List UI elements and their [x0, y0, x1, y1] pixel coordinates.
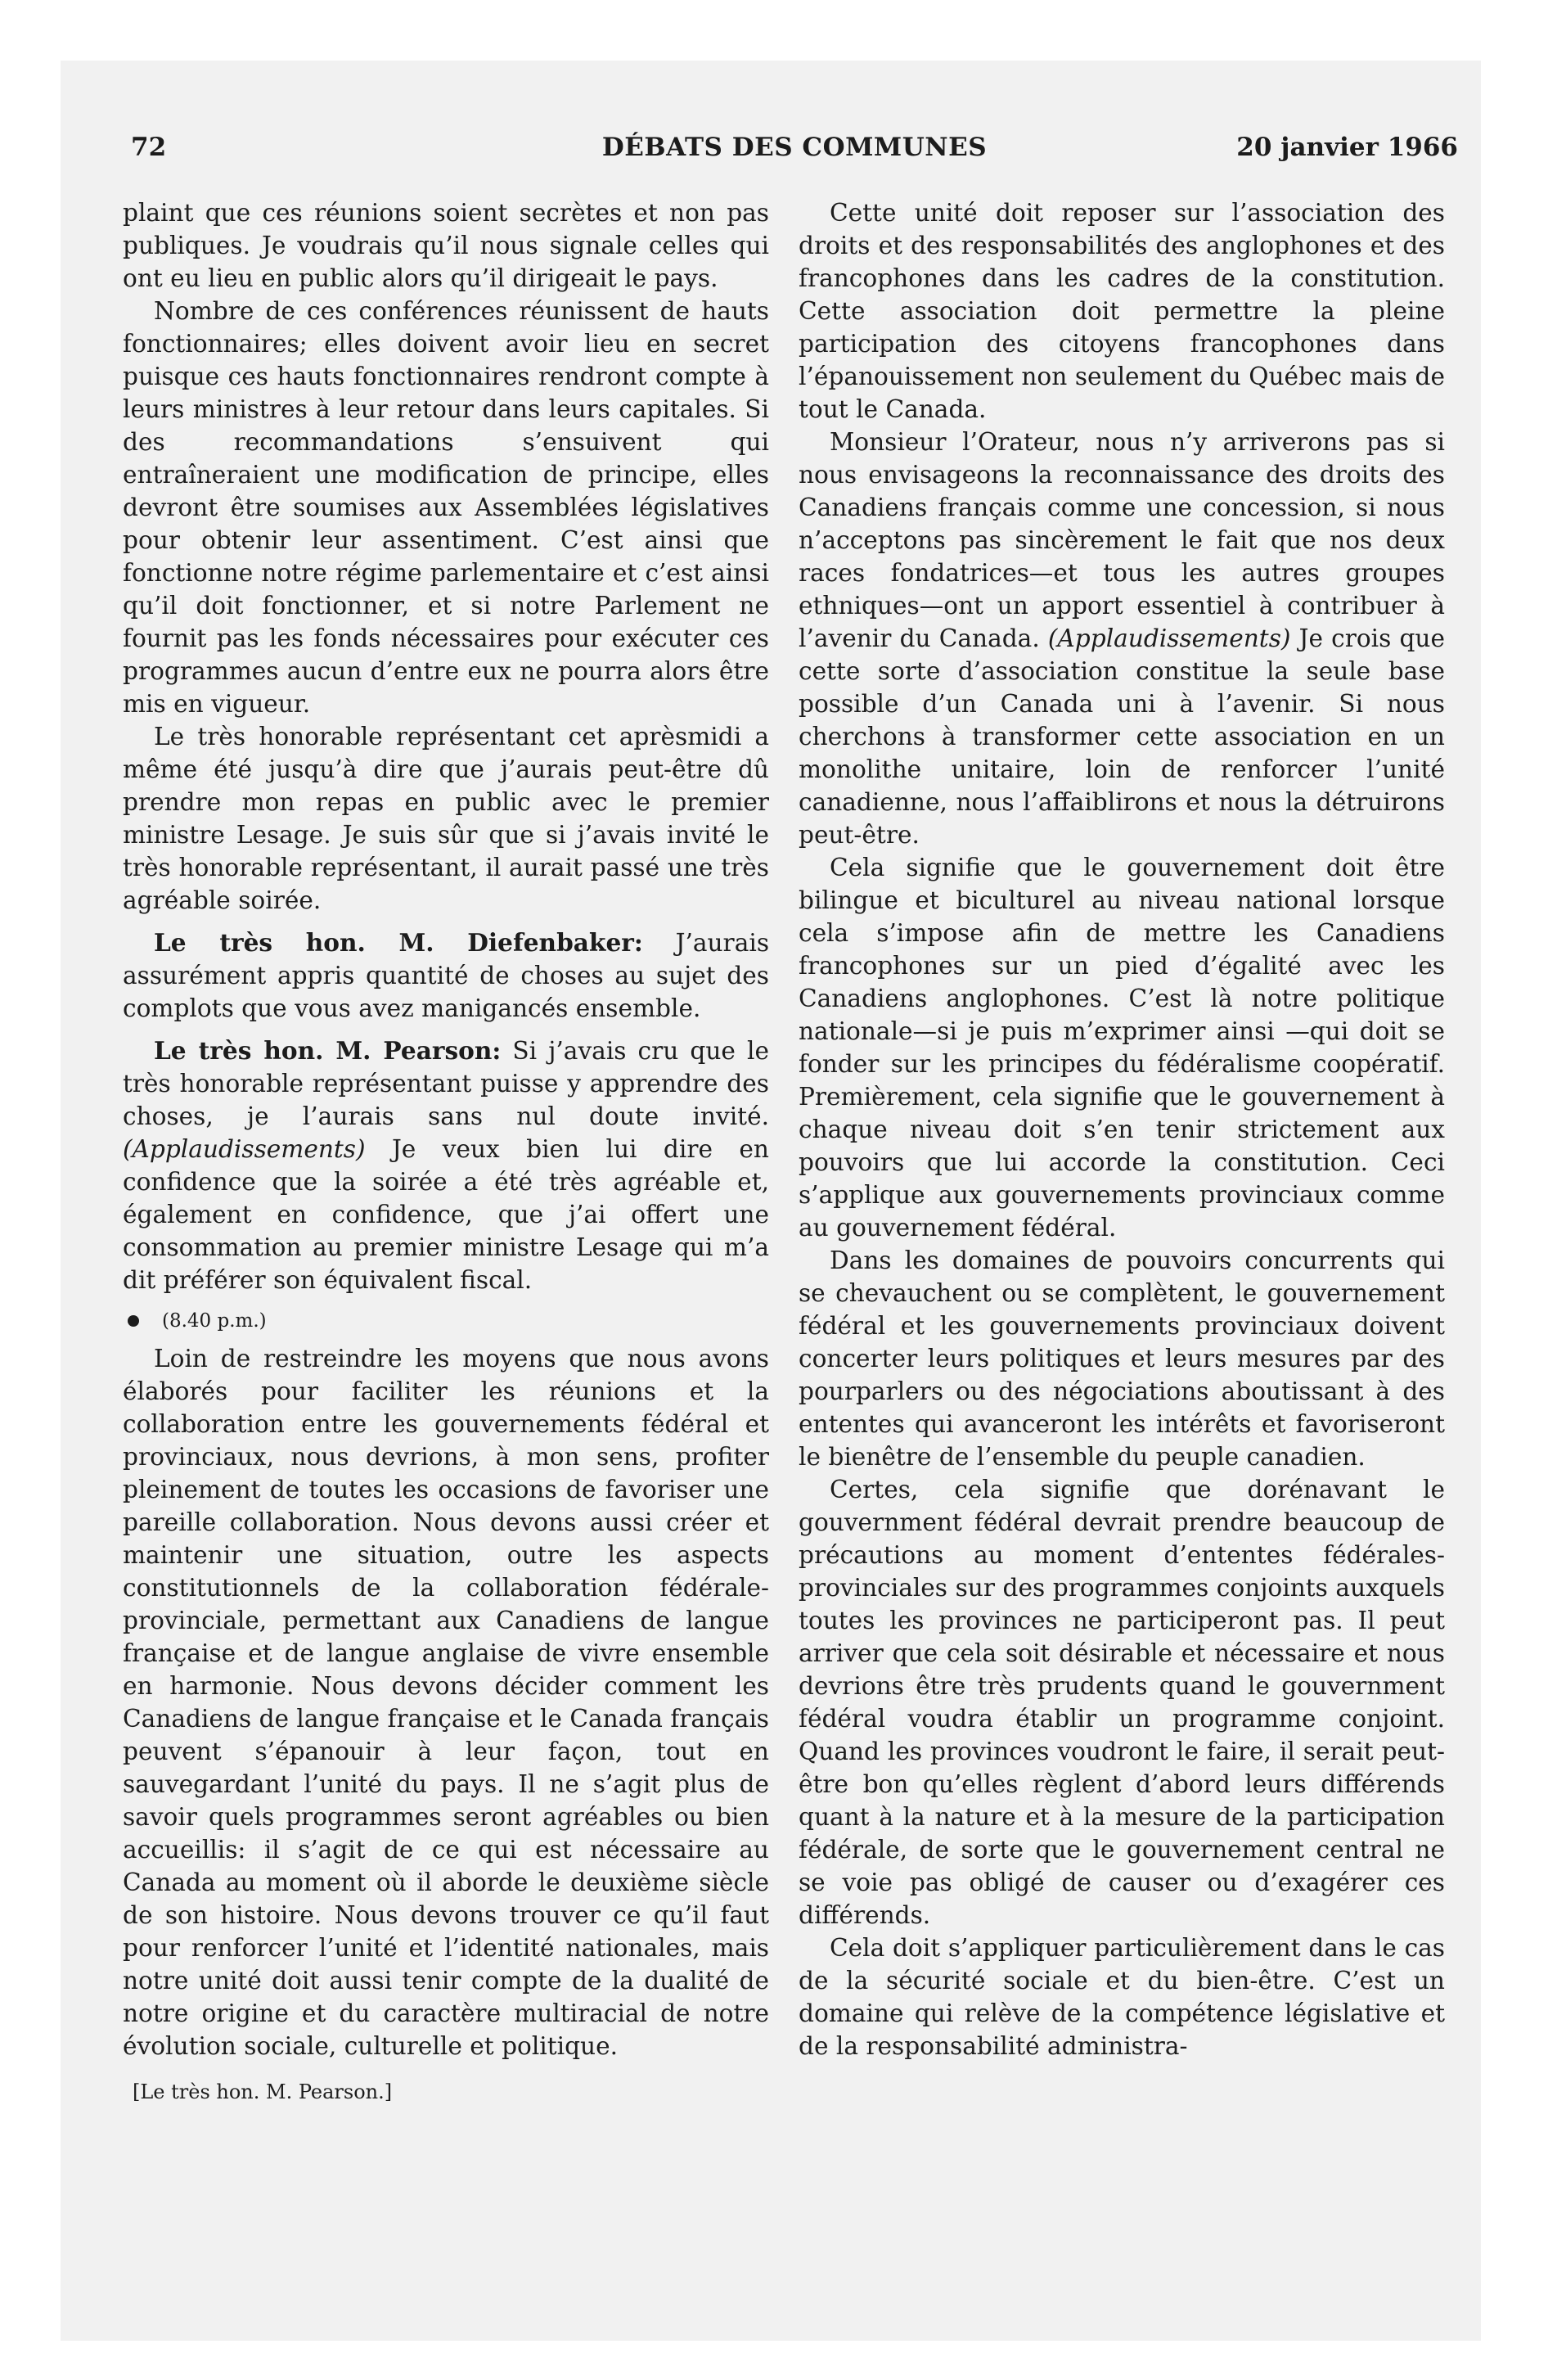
right-column	[799, 196, 1445, 2062]
paragraph: Cette unité doit reposer sur l’association des droits et des responsabilités des anglophones et des francophones dans les cadres de la constitution. Cette association doit permettre la pleine participation des citoyens francophones dans l’épanouissement non seulement du Québec mais de tout le Canada.	[799, 199, 1445, 423]
paragraph: Dans les domaines de pouvoirs concurrents qui se chevauchent ou se complètent, le gouvernement fédéral et les gouvernements provinciaux doivent concerter leurs politiques et leurs mesures par des pourparlers ou des négociations aboutissant à des ententes qui avanceront les intérêts et favoriseront le bienêtre de l’ensemble du peuple canadien.	[799, 1246, 1445, 1471]
speech-paragraph	[123, 926, 769, 1025]
speech-text: Si j’avais cru que le très honorable représentant puisse y apprendre des choses, je l’aurais sans nul doute invité.	[123, 1037, 769, 1130]
speaker-name: Le très hon. M. Diefenbaker:	[154, 928, 643, 957]
paragraph: Certes, cela signifie que dorénavant le gouvernment fédéral devrait prendre beaucoup de précautions au moment d’ententes fédérales-provinciales sur des programmes conjoints auxquels toutes les provinces ne participeront pas. Il peut arriver que cela soit désirable et nécessaire et nous devrions être très prudents quand le gouvernment fédéral voudra établir un programme conjoint. Quand les provinces voudront le faire, il serait peut-être bon qu’elles règlent d’abord leurs différends quant à la nature et à la mesure de la participation fédérale, de sorte que le gouvernement central ne se voie pas obligé de causer ou d’exagérer ces différends.	[799, 1476, 1445, 1929]
paragraph: Le très honorable représentant cet aprèsmidi a même été jusqu’à dire que j’aurais peut-être dû prendre mon repas en public avec le premier ministre Lesage. Je suis sûr que si j’avais invité le très honorable représentant, il aurait passé une très agréable soirée.	[123, 723, 769, 914]
paragraph	[799, 426, 1445, 851]
applause-note: (Applaudissements)	[1047, 624, 1291, 652]
left-column	[123, 196, 769, 2108]
running-footer: [Le très hon. M. Pearson.]	[133, 2080, 393, 2103]
page-date: 20 janvier 1966	[1236, 133, 1458, 162]
applause-note: (Applaudissements)	[123, 1135, 366, 1163]
paragraph: Nombre de ces conférences réunissent de hauts fonctionnaires; elles doivent avoir lieu en secret puisque ces hauts fonctionnaires rendront compte à leurs ministres à leur retour dans leurs capitales. Si des recommandations s’ensuivent qui entraîneraient une modification de principe, elles devront être soumises aux Assemblées législatives pour obtenir leur assentiment. C’est ainsi que fonctionne notre régime parlementaire et c’est ainsi qu’il doit fonctionner, et si notre Parlement ne fournit pas les fonds nécessaires pour exécuter ces programmes aucun d’entre eux ne pourra alors être mis en vigueur.	[123, 297, 769, 718]
speech-text: Je veux bien lui dire en confidence que la soirée a été très agréable et, également en confidence, que j’ai offert une consommation au premier ministre Lesage qui m’a dit préférer son équivalent fiscal.	[123, 1135, 769, 1294]
page-header	[131, 133, 1458, 172]
time-text: (8.40 p.m.)	[162, 1310, 267, 1332]
paragraph: plaint que ces réunions soient secrètes et non pas publiques. Je voudrais qu’il nous signale celles qui ont eu lieu en public alors qu’il dirigeait le pays.	[123, 199, 769, 292]
paragraph: Cela doit s’appliquer particulièrement dans le cas de la sécurité sociale et du bien-être. C’est un domaine qui relève de la compétence législative et de la responsabilité administra-	[799, 1934, 1445, 2060]
publication-title: DÉBATS DES COMMUNES	[601, 133, 988, 162]
speech-text: J’aurais assurément appris quantité de choses au sujet des complots que vous avez manigancés ensemble.	[123, 929, 770, 1022]
paragraph-text: Je crois que cette sorte d’association constitue la seule base possible d’un Canada uni à l’avenir. Si nous cherchons à transformer cette association en un monolithe unitaire, loin de renforcer l’unité canadienne, nous l’affaiblirons et nous la détruirons peut-être.	[799, 624, 1445, 849]
time-marker	[123, 1305, 769, 1337]
speech-paragraph	[123, 1034, 769, 1296]
bullet-icon	[128, 1315, 139, 1327]
paragraph: Loin de restreindre les moyens que nous avons élaborés pour faciliter les réunions et la collaboration entre les gouvernements fédéral et provinciaux, nous devrions, à mon sens, profiter pleinement de toutes les occasions de favoriser une pareille collaboration. Nous devons aussi créer et maintenir une situation, outre les aspects constitutionnels de la collaboration fédérale-provinciale, permettant aux Canadiens de langue française et de langue anglaise de vivre ensemble en harmonie. Nous devons décider comment les Canadiens de langue française et le Canada français peuvent s’épanouir à leur façon, tout en sauvegardant l’unité du pays. Il ne s’agit plus de savoir quels programmes seront agréables ou bien accueillis: il s’agit de ce qui est nécessaire au Canada au moment où il aborde le deuxième siècle de son histoire. Nous devons trouver ce qu’il faut pour renforcer l’unité et l’identité nationales, mais notre unité doit aussi tenir compte de la dualité de notre origine et du caractère multiracial de notre évolution sociale, culturelle et politique.	[123, 1345, 769, 2060]
paragraph: Cela signifie que le gouvernement doit être bilingue et biculturel au niveau national lorsque cela s’impose afin de mettre les Canadiens francophones sur un pied d’égalité avec les Canadiens anglophones. C’est là notre politique nationale—si je puis m’exprimer ainsi —qui doit se fonder sur les principes du fédéralisme coopératif. Premièrement, cela signifie que le gouvernement à chaque niveau doit s’en tenir strictement aux pouvoirs que lui accorde la constitution. Ceci s’applique aux gouvernements provinciaux comme au gouvernement fédéral.	[799, 854, 1445, 1242]
speaker-name: Le très hon. M. Pearson:	[154, 1036, 502, 1065]
page-number: 72	[131, 133, 167, 162]
paragraph-text: Monsieur l’Orateur, nous n’y arriverons pas si nous envisageons la reconnaissance des droits des Canadiens français comme une concession, si nous n’acceptons pas sincèrement le fait que nos deux races fondatrices—et tous les autres groupes ethniques—ont un apport essentiel à contribuer à l’avenir du Canada.	[799, 428, 1445, 652]
